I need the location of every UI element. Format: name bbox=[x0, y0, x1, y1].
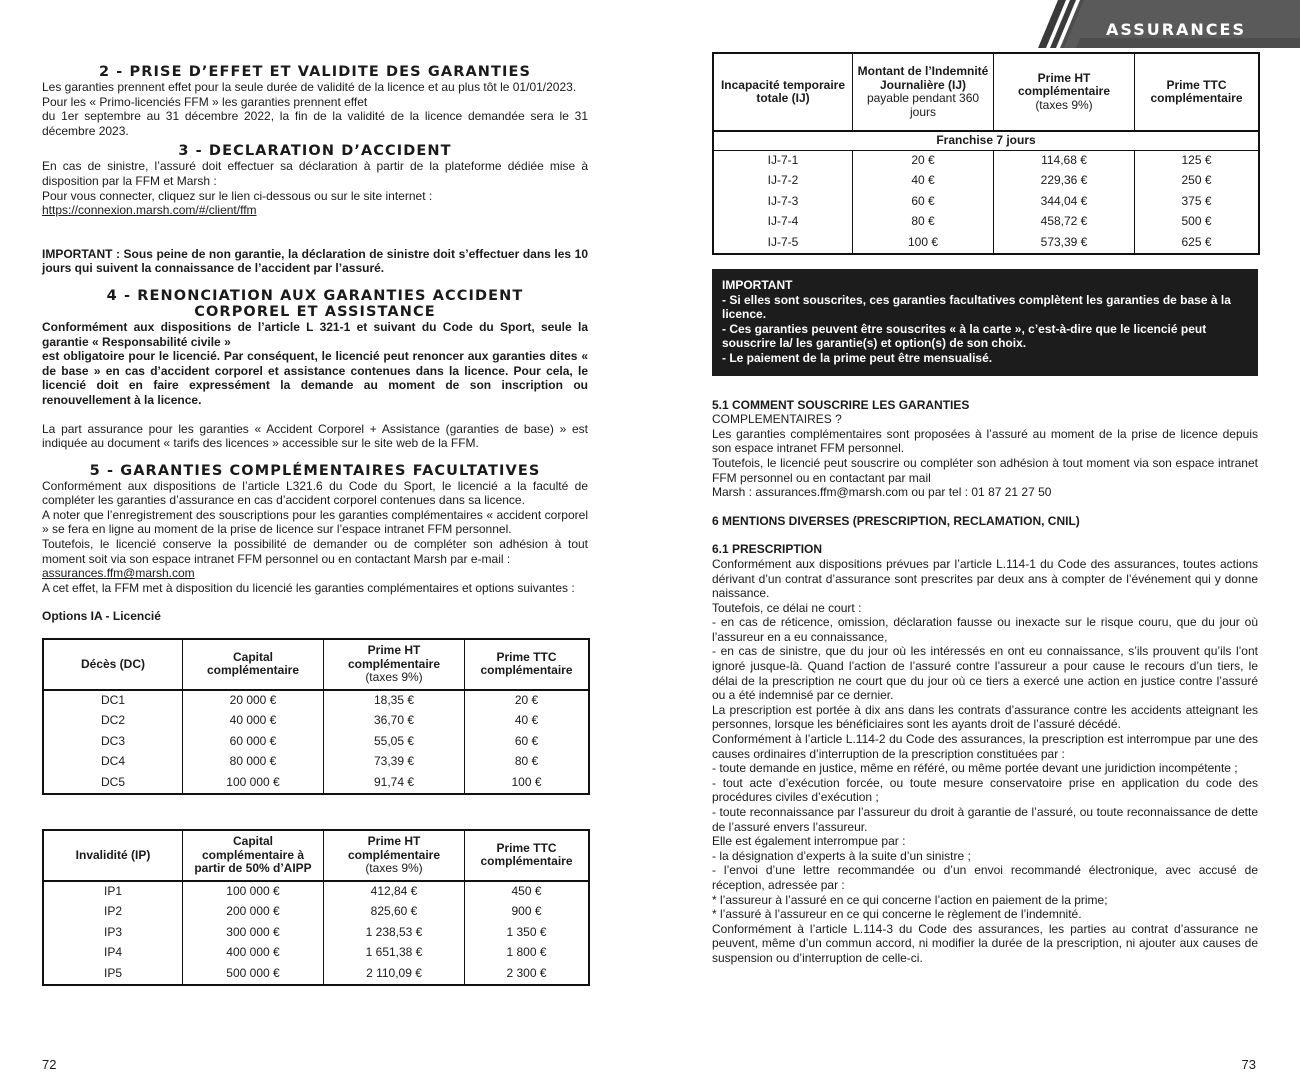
prescription-paragraph: Conformément à l’article L.114-2 du Code des assurances, la prescription est interrompue par une des causes ordinaires d’interruption de la prescription constituées par : bbox=[712, 732, 1258, 761]
table-cell: 1 350 € bbox=[506, 924, 547, 939]
prescription-paragraph: Conformément aux dispositions prévues par l’article L.114-1 du Code des assurances, toutes actions dérivant d’un contrat d’assurance sont prescrites par deux ans à compter de l’événement qui y donne naissance. bbox=[712, 556, 1258, 601]
table-cell: 250 € bbox=[1181, 173, 1212, 187]
page-number-right: 73 bbox=[1241, 1057, 1256, 1072]
ij-row bbox=[713, 192, 1259, 213]
table-cell: 900 € bbox=[511, 904, 542, 919]
deces-table-body bbox=[43, 690, 589, 795]
table-cell: IJ-7-2 bbox=[713, 171, 853, 192]
prescription-paragraph: * l’assuré à l’assureur en ce qui concerne le règlement de l’indemnité. bbox=[712, 907, 1082, 922]
table-cell: 344,04 € bbox=[994, 192, 1135, 213]
table-cell: 2 110,09 € bbox=[324, 964, 465, 986]
table-cell: DC2 bbox=[43, 711, 183, 732]
table-cell: 400 000 € bbox=[183, 943, 324, 964]
important-box bbox=[712, 269, 1258, 376]
invalidite-header-4: Prime TTC complémentaire bbox=[465, 830, 590, 881]
prescription-paragraph: - en cas de sinistre, que du jour où les intéressés en ont eu connaissance, s’ils prouvent qu’ils l’ont ignoré jusque-là. Quand l’action de l’assuré contre l’assureur a pour cause le recours d’un tiers, le délai de la prescription ne court que du jour où ce tiers a exercé une action en justice contre l’assuré ou a été indemnisé par ce dernier. bbox=[712, 644, 1258, 703]
invalidite-table-body bbox=[43, 881, 589, 986]
prescription-paragraph: Conformément à l’article L.114-3 du Code des assurances, les parties au contrat d’assurance ne peuvent, même d’un commun accord, ni modifier la durée de la prescription, ni ajouter aux causes de suspension ou d’interruption de celle-ci. bbox=[712, 921, 1258, 965]
table-cell: 500 € bbox=[1181, 214, 1212, 228]
table-cell: 229,36 € bbox=[994, 171, 1135, 192]
table-cell: 20 € bbox=[853, 150, 994, 171]
ij-header-3: Prime HT complémentaire (taxes 9%) bbox=[994, 53, 1135, 131]
s3-paragraph-2: Pour vous connecter, cliquez sur le lien ci-dessous ou sur le site internet : bbox=[42, 188, 433, 203]
ij-table-body bbox=[713, 131, 1259, 254]
prescription-text bbox=[712, 557, 1258, 966]
s5-paragraph-1: Conformément aux dispositions de l’article L321.6 du Code du Sport, le licencié a la faculté de compléter les garanties d’assurance en cas d’accident corporel contenues dans sa licence. bbox=[42, 478, 588, 508]
ij-header-1: Incapacité temporaire totale (IJ) bbox=[713, 53, 853, 131]
table-cell: 200 000 € bbox=[183, 902, 324, 923]
table-cell: 450 € bbox=[511, 883, 542, 898]
table-cell: 60 € bbox=[853, 192, 994, 213]
table-cell: 100 € bbox=[511, 774, 542, 789]
prescription-paragraph: - tout acte d’exécution forcée, ou toute mesure conservatoire prise en application du code des procédures civiles d’exécution ; bbox=[712, 775, 1258, 805]
s3-important: IMPORTANT : Sous peine de non garantie, la déclaration de sinistre doit s’effectuer dans les 10 jours qui suivent la connaissance de l’accident par l’assuré. bbox=[42, 246, 588, 276]
table-cell: IJ-7-5 bbox=[713, 233, 853, 255]
table-cell: 80 € bbox=[514, 754, 539, 769]
table-cell: DC5 bbox=[43, 773, 183, 795]
deces-row bbox=[43, 752, 589, 773]
important-box-title: IMPORTANT bbox=[722, 278, 793, 292]
prescription-paragraph: - en cas de réticence, omission, déclaration fausse ou inexacte sur le risque couru, que du jour où l’assureur en a eu connaissance, bbox=[712, 615, 1258, 644]
table-cell: 825,60 € bbox=[324, 902, 465, 923]
s4-paragraph: La part assurance pour les garanties « Accident Corporel + Assistance (garanties de base) » est indiquée au document « tarifs des licences » accessible sur le site web de la FFM. bbox=[42, 421, 588, 451]
s4-bold-2: est obligatoire pour le licencié. Par conséquent, le licencié peut renoncer aux garanties dites « de base » en cas d’accident corporel et assistance contenues dans la licence. Pour cela, le licencié doit en faire expressément la demande au moment de son inscription ou renouvellement à la licence. bbox=[42, 349, 588, 407]
s51-paragraph-3: Marsh : assurances.ffm@marsh.com ou par tel : 01 87 21 27 50 bbox=[712, 485, 1052, 500]
table-cell: 36,70 € bbox=[324, 711, 465, 732]
section-4-title-line-1: 4 - RENONCIATION AUX GARANTIES ACCIDENT bbox=[106, 287, 524, 304]
s5-paragraph-2: A noter que l’enregistrement des souscriptions pour les garanties complémentaires « accident corporel » se fera en ligne au moment de la prise de licence sur l’espace intranet FFM personnel. bbox=[42, 507, 588, 537]
options-label: Options IA - Licencié bbox=[42, 609, 161, 624]
invalidite-row bbox=[43, 943, 589, 964]
important-box-line-2: - Ces garanties peuvent être souscrites « à la carte », c’est-à-dire que le licencié peut souscrire la/ les garantie(s) et option(s) de son choix. bbox=[722, 321, 1207, 351]
invalidite-header-1: Invalidité (IP) bbox=[43, 830, 183, 881]
table-cell: 114,68 € bbox=[994, 150, 1135, 171]
s51-subtitle: COMPLEMENTAIRES ? bbox=[712, 412, 842, 427]
deces-row bbox=[43, 690, 589, 712]
table-cell: 80 000 € bbox=[183, 752, 324, 773]
important-box-line-1: - Si elles sont souscrites, ces garanties facultatives complètent les garanties de base à la licence. bbox=[722, 292, 1231, 322]
s3-paragraph-1: En cas de sinistre, l’assuré doit effectuer sa déclaration à partir de la plateforme dédiée mise à disposition par la FFM et Marsh : bbox=[42, 159, 588, 188]
deces-table bbox=[42, 638, 590, 795]
table-cell: 18,35 € bbox=[324, 690, 465, 712]
page-number-left: 72 bbox=[42, 1057, 57, 1072]
prescription-paragraph: - toute demande en justice, même en référé, ou même portée devant une juridiction incompétente ; bbox=[712, 761, 1238, 776]
s2-line-1: Les garanties prennent effet pour la seule durée de validité de la licence et au plus tôt le 01/01/2023. bbox=[42, 80, 577, 94]
table-cell: 20 € bbox=[514, 692, 539, 707]
table-cell: IJ-7-1 bbox=[713, 150, 853, 171]
prescription-paragraph: - l’envoi d’une lettre recommandée ou d’un envoi recommandé électronique, avec accusé de réception, adressée par : bbox=[712, 863, 1258, 892]
table-cell: IJ-7-4 bbox=[713, 212, 853, 233]
s2-line-3: du 1er septembre au 31 décembre 2022, la fin de la validité de la licence demandée sera le 31 décembre 2023. bbox=[42, 109, 588, 138]
invalidite-row bbox=[43, 923, 589, 944]
banner-title: ASSURANCES bbox=[1106, 20, 1246, 39]
deces-row bbox=[43, 773, 589, 795]
table-cell: 40 € bbox=[514, 713, 539, 728]
table-cell: 100 € bbox=[853, 233, 994, 255]
table-cell: 412,84 € bbox=[324, 881, 465, 903]
table-cell: 500 000 € bbox=[183, 964, 324, 986]
deces-header-1: Décès (DC) bbox=[43, 639, 183, 690]
table-cell: 625 € bbox=[1181, 234, 1212, 249]
ij-row bbox=[713, 171, 1259, 192]
table-cell: IJ-7-3 bbox=[713, 192, 853, 213]
table-cell: 55,05 € bbox=[324, 732, 465, 753]
section-5-title: 5 - GARANTIES COMPLÉMENTAIRES FACULTATIVES bbox=[89, 462, 541, 479]
table-cell: 125 € bbox=[1181, 152, 1212, 167]
ij-row bbox=[713, 212, 1259, 233]
table-cell: 60 € bbox=[514, 733, 539, 748]
invalidite-header-3: Prime HT complémentaire (taxes 9%) bbox=[324, 830, 465, 881]
table-cell: 40 € bbox=[853, 171, 994, 192]
table-cell: 1 238,53 € bbox=[324, 923, 465, 944]
prescription-paragraph: - toute reconnaissance par l’assureur du droit à garantie de l’assuré, ou toute reconnaissance de dette de l’assuré envers l’assureur. bbox=[712, 805, 1258, 834]
s5-paragraph-4: A cet effet, la FFM met à disposition du licencié les garanties complémentaires et options suivantes : bbox=[42, 580, 575, 595]
invalidite-row bbox=[43, 881, 589, 903]
s4-bold-1: Conformément aux dispositions de l’article L 321-1 et suivant du Code du Sport, seule la garantie « Responsabilité civile » bbox=[42, 319, 588, 349]
s2-line-2: Pour les « Primo-licenciés FFM » les garanties prennent effet bbox=[42, 94, 368, 109]
claims-platform-link[interactable]: https://connexion.marsh.com/#/client/ffm bbox=[42, 203, 257, 218]
s51-title: 5.1 COMMENT SOUSCRIRE LES GARANTIES bbox=[712, 397, 970, 412]
table-cell: IP3 bbox=[43, 923, 183, 944]
s61-title: 6.1 PRESCRIPTION bbox=[712, 542, 823, 557]
ij-table bbox=[712, 52, 1260, 255]
ij-header-4: Prime TTC complémentaire bbox=[1135, 53, 1260, 131]
table-cell: 100 000 € bbox=[183, 773, 324, 795]
right-page bbox=[650, 0, 1300, 1092]
section-3-title: 3 - DECLARATION D’ACCIDENT bbox=[178, 143, 452, 160]
deces-header-4: Prime TTC complémentaire bbox=[465, 639, 590, 690]
prescription-paragraph: Toutefois, ce délai ne court : bbox=[712, 600, 862, 615]
table-cell: 573,39 € bbox=[994, 233, 1135, 255]
invalidite-header-2: Capital complémentaire à partir de 50% d’AIPP bbox=[183, 830, 324, 881]
table-cell: DC1 bbox=[43, 690, 183, 712]
table-cell: 375 € bbox=[1181, 193, 1212, 208]
table-cell: 300 000 € bbox=[183, 923, 324, 944]
table-cell: DC4 bbox=[43, 752, 183, 773]
invalidite-row bbox=[43, 902, 589, 923]
prescription-paragraph: La prescription est portée à dix ans dans les contrats d’assurance contre les accidents atteignant les personnes, lorsque les bénéficiaires sont les ayants droit de l’assuré décédé. bbox=[712, 702, 1258, 732]
table-cell: 60 000 € bbox=[183, 732, 324, 753]
ij-row bbox=[713, 233, 1259, 255]
s51-paragraph-1: Les garanties complémentaires sont proposées à l’assuré au moment de la prise de licence depuis son espace intranet FFM personnel. bbox=[712, 426, 1258, 456]
s6-title: 6 MENTIONS DIVERSES (PRESCRIPTION, RECLAMATION, CNIL) bbox=[712, 513, 1080, 528]
prescription-paragraph: Elle est également interrompue par : bbox=[712, 834, 906, 849]
deces-header-3: Prime HT complémentaire (taxes 9%) bbox=[324, 639, 465, 690]
ij-row bbox=[713, 150, 1259, 171]
table-cell: 1 651,38 € bbox=[324, 943, 465, 964]
table-cell: 40 000 € bbox=[183, 711, 324, 732]
important-box-line-3: - Le paiement de la prime peut être mensualisé. bbox=[722, 350, 993, 365]
table-cell: 91,74 € bbox=[324, 773, 465, 795]
invalidite-row bbox=[43, 964, 589, 986]
deces-header-2: Capital complémentaire bbox=[183, 639, 324, 690]
table-cell: 20 000 € bbox=[183, 690, 324, 712]
table-cell: 80 € bbox=[853, 212, 994, 233]
table-cell: DC3 bbox=[43, 732, 183, 753]
franchise-row: Franchise 7 jours bbox=[713, 131, 1259, 150]
deces-row bbox=[43, 711, 589, 732]
table-cell: IP2 bbox=[43, 902, 183, 923]
ij-header-2: Montant de l’Indemnité Journalière (IJ) payable pendant 360 jours bbox=[853, 53, 994, 131]
table-cell: 1 800 € bbox=[506, 945, 547, 960]
deces-row bbox=[43, 732, 589, 753]
prescription-paragraph: * l’assureur à l’assuré en ce qui concerne l’action en paiement de la prime; bbox=[712, 892, 1108, 907]
section-4-title-line-2: CORPOREL ET ASSISTANCE bbox=[194, 303, 436, 320]
table-cell: IP4 bbox=[43, 943, 183, 964]
table-cell: IP5 bbox=[43, 964, 183, 986]
section-2-title: 2 - PRISE D’EFFET ET VALIDITE DES GARANTIES bbox=[98, 64, 532, 80]
table-cell: 100 000 € bbox=[183, 881, 324, 903]
s51-paragraph-2: Toutefois, le licencié peut souscrire ou compléter son adhésion à tout moment via son espace intranet FFM personnel ou en contactant par mail bbox=[712, 455, 1258, 485]
table-cell: IP1 bbox=[43, 881, 183, 903]
table-cell: 2 300 € bbox=[506, 965, 547, 980]
s5-paragraph-3: Toutefois, le licencié conserve la possibilité de demander ou de compléter son adhésion à tout moment soit via son espace intranet FFM personnel ou en contactant Marsh par e-mail : bbox=[42, 537, 588, 566]
contact-email-link[interactable]: assurances.ffm@marsh.com bbox=[42, 566, 195, 581]
invalidite-table bbox=[42, 829, 590, 986]
table-cell: 73,39 € bbox=[324, 752, 465, 773]
table-cell: 458,72 € bbox=[994, 212, 1135, 233]
prescription-paragraph: - la désignation d’experts à la suite d’un sinistre ; bbox=[712, 848, 971, 863]
